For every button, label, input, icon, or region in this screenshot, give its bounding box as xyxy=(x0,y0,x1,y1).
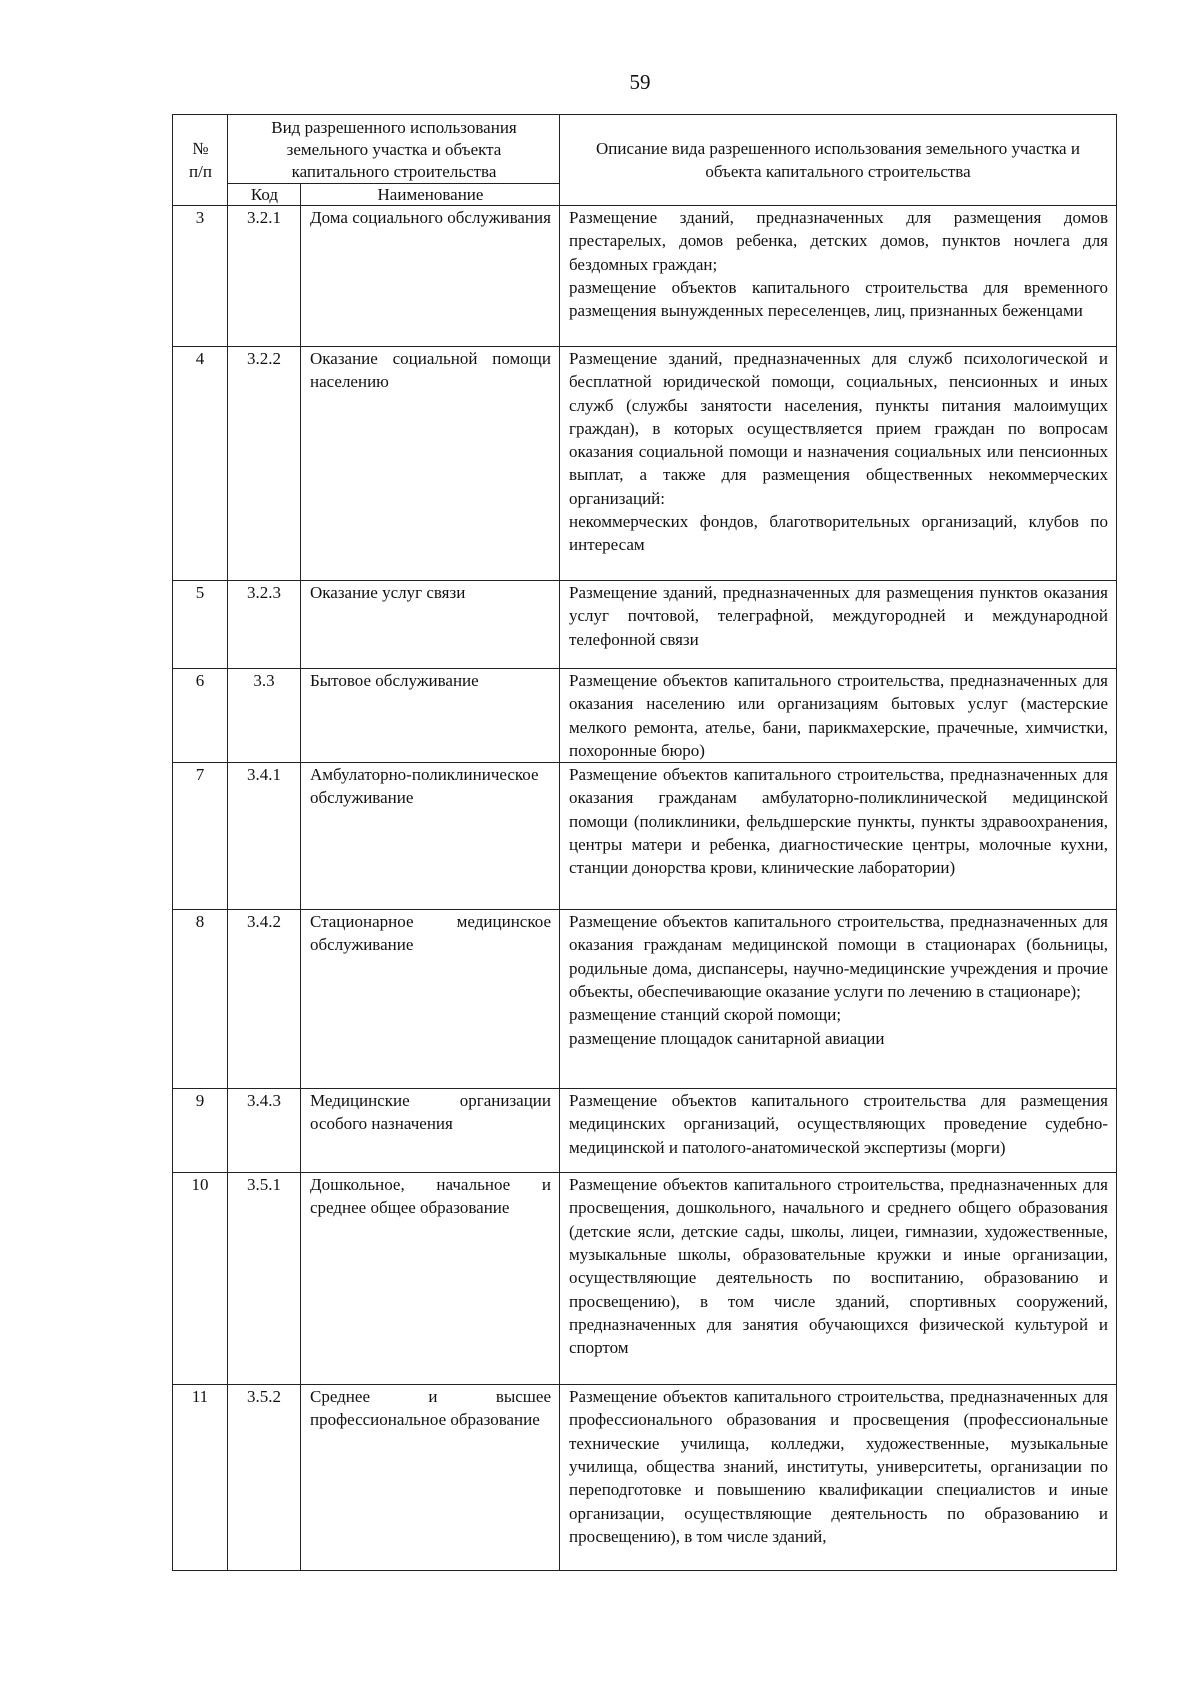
land-use-table xyxy=(172,114,1117,1571)
header-group: Вид разрешенного использования земельного участка и объекта капитального строительства xyxy=(228,115,560,184)
table-row xyxy=(173,1385,1117,1571)
table-row xyxy=(173,581,1117,669)
row-code: 3.2.1 xyxy=(228,206,301,347)
description-paragraph: Размещение объектов капитального строительства для размещения медицинских организаций, осуществляющих проведение судебно-медицинской и патолого-анатомической экспертизы (морги) xyxy=(569,1091,1108,1157)
table-row xyxy=(173,910,1117,1089)
row-description xyxy=(560,910,1117,1089)
row-name: Дома социального обслуживания xyxy=(301,206,560,347)
row-number: 10 xyxy=(173,1173,228,1385)
row-description xyxy=(560,1089,1117,1173)
row-number: 4 xyxy=(173,347,228,581)
row-code: 3.5.1 xyxy=(228,1173,301,1385)
description-paragraph: Размещение объектов капитального строительства, предназначенных для профессионального образования и просвещения (профессиональные технические училища, колледжи, художественные, музыкальные училища, общества знаний, институты, университеты, организации по переподготовке и повышению квалификации специалистов и иные организации, осуществляющие деятельность по образованию и просвещению), в том числе зданий, xyxy=(569,1387,1108,1546)
row-description xyxy=(560,1173,1117,1385)
row-description xyxy=(560,1385,1117,1571)
row-code: 3.4.2 xyxy=(228,910,301,1089)
row-description xyxy=(560,206,1117,347)
header-code: Код xyxy=(228,184,301,206)
row-number: 7 xyxy=(173,763,228,910)
row-code: 3.2.3 xyxy=(228,581,301,669)
page-number: 59 xyxy=(629,70,651,94)
table-row xyxy=(173,669,1117,763)
description-paragraph: Размещение объектов капитального строительства, предназначенных для оказания гражданам амбулаторно-поликлинической медицинской помощи (поликлиники, фельдшерские пункты, пункты здравоохранения, центры матери и ребенка, диагностические центры, молочные кухни, станции донорства крови, клинические лаборатории) xyxy=(569,765,1108,878)
description-paragraph: размещение станций скорой помощи; xyxy=(569,1005,842,1025)
description-paragraph: Размещение объектов капитального строительства, предназначенных для оказания гражданам медицинской помощи в стационарах (больницы, родильные дома, диспансеры, научно-медицинские учреждения и прочие объекты, обеспечивающие оказание услуги по лечению в стационаре); xyxy=(569,912,1108,1002)
table-header-row xyxy=(173,115,1117,184)
header-description: Описание вида разрешенного использования земельного участка и объекта капитального строительства xyxy=(560,115,1117,206)
row-name: Медицинские организации особого назначения xyxy=(301,1089,560,1173)
description-paragraph: Размещение объектов капитального строительства, предназначенных для оказания населению или организациям бытовых услуг (мастерские мелкого ремонта, ателье, бани, парикмахерские, прачечные, химчистки, похоронные бюро) xyxy=(569,671,1108,760)
row-description xyxy=(560,763,1117,910)
table-row xyxy=(173,1089,1117,1173)
row-number: 8 xyxy=(173,910,228,1089)
row-number: 5 xyxy=(173,581,228,669)
description-paragraph: Размещение зданий, предназначенных для размещения пунктов оказания услуг почтовой, телеграфной, междугородней и международной телефонной связи xyxy=(569,583,1108,649)
header-num: № п/п xyxy=(173,115,228,206)
row-code: 3.2.2 xyxy=(228,347,301,581)
row-name: Оказание услуг связи xyxy=(301,581,560,669)
row-number: 6 xyxy=(173,669,228,763)
row-number: 11 xyxy=(173,1385,228,1571)
table-body xyxy=(173,206,1117,1571)
table-row xyxy=(173,1173,1117,1385)
row-name: Стационарное медицинское обслуживание xyxy=(301,910,560,1089)
row-name: Среднее и высшее профессиональное образование xyxy=(301,1385,560,1571)
row-name: Амбулаторно-поликлиническое обслуживание xyxy=(301,763,560,910)
table-row xyxy=(173,206,1117,347)
row-number: 3 xyxy=(173,206,228,347)
row-name: Бытовое обслуживание xyxy=(301,669,560,763)
row-code: 3.4.3 xyxy=(228,1089,301,1173)
row-description xyxy=(560,581,1117,669)
row-description xyxy=(560,347,1117,581)
row-name: Оказание социальной помощи населению xyxy=(301,347,560,581)
description-paragraph: некоммерческих фондов, благотворительных организаций, клубов по интересам xyxy=(569,512,1108,555)
description-paragraph: размещение площадок санитарной авиации xyxy=(569,1028,885,1048)
row-description xyxy=(560,669,1117,763)
header-name: Наименование xyxy=(301,184,560,206)
row-code: 3.4.1 xyxy=(228,763,301,910)
row-code: 3.5.2 xyxy=(228,1385,301,1571)
description-paragraph: Размещение зданий, предназначенных для служб психологической и бесплатной юридической помощи, социальных, пенсионных и иных служб (службы занятости населения, пункты питания малоимущих граждан), в которых осуществляется прием граждан по вопросам оказания социальной помощи и назначения социальных или пенсионных выплат, а также для размещения общественных некоммерческих организаций: xyxy=(569,349,1108,508)
table-row xyxy=(173,347,1117,581)
description-paragraph: Размещение зданий, предназначенных для размещения домов престарелых, домов ребенка, детских домов, пунктов ночлега для бездомных граждан; xyxy=(569,208,1108,274)
row-code: 3.3 xyxy=(228,669,301,763)
row-name: Дошкольное, начальное и среднее общее образование xyxy=(301,1173,560,1385)
description-paragraph: размещение объектов капитального строительства для временного размещения вынужденных переселенцев, лиц, признанных беженцами xyxy=(569,277,1108,321)
row-number: 9 xyxy=(173,1089,228,1173)
description-paragraph: Размещение объектов капитального строительства, предназначенных для просвещения, дошкольного, начального и среднего общего образования (детские ясли, детские сады, школы, лицеи, гимназии, художественные, музыкальные школы, образовательные кружки и иные организации, осуществляющие деятельность по воспитанию, образованию и просвещению), в том числе зданий, спортивных сооружений, предназначенных для занятия обучающихся физической культурой и спортом xyxy=(569,1175,1108,1358)
table-row xyxy=(173,763,1117,910)
